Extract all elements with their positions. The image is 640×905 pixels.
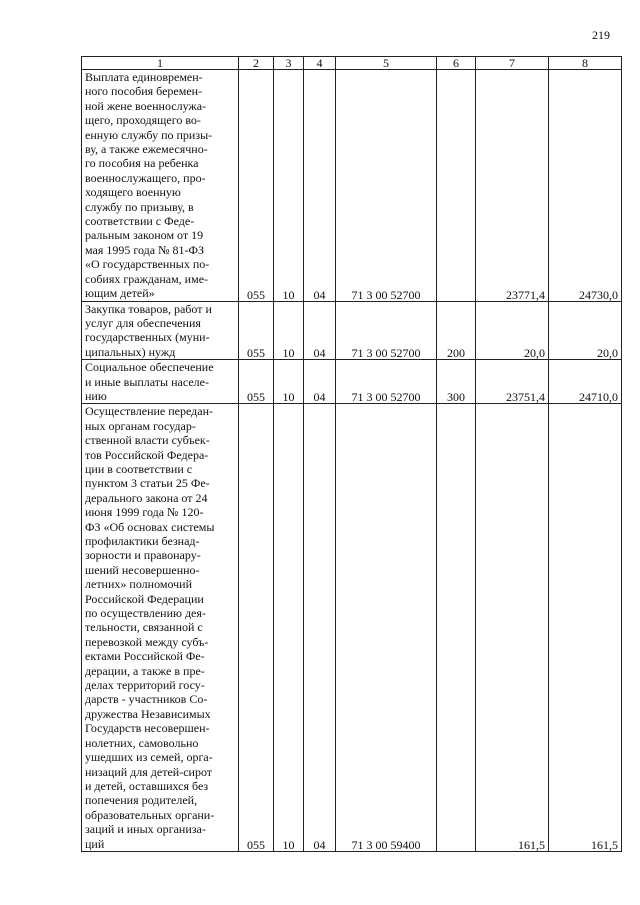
description-line: Государств несовершен- [85,721,210,736]
amount-cell: 23751,4 [476,360,549,404]
row-description [82,301,239,360]
description-line: ции в соответствии с [85,461,193,476]
table-row [82,70,622,302]
section-code-cell: 10 [274,404,304,852]
admin-code-cell: 055 [239,301,274,360]
description-line: Социальное обеспечение [85,360,214,375]
description-line: шений несовершенно- [85,562,200,577]
amount-cell: 20,0 [549,301,622,360]
description-line: «О государственных по- [85,257,210,272]
description-line: и иные выплаты населе- [85,374,209,389]
description-line: делах территорий госу- [85,678,205,693]
admin-code-cell: 055 [239,404,274,852]
amount-cell: 161,5 [549,404,622,852]
description-line: ципальных) нужд [85,344,176,359]
row-description [82,70,239,302]
description-line: пунктом 3 статьи 25 Фе- [85,476,210,491]
amount-cell: 20,0 [476,301,549,360]
description-line: ных органам государ- [85,418,196,433]
description-line: дарств - участников Со- [85,692,208,707]
expense-type-cell [437,404,476,852]
description-line: военнослужащего, про- [85,170,206,185]
description-line: го пособия на ребенка [85,156,199,171]
table-row [82,301,622,360]
subsection-code-cell: 04 [304,70,336,302]
amount-cell: 23771,4 [476,70,549,302]
column-header-8: 8 [549,57,622,70]
description-line: ву, а также ежемесячно- [85,142,208,157]
description-line: ного пособия беремен- [85,84,203,99]
description-line: ций [85,836,105,851]
description-line: ФЗ «Об основах системы [85,519,215,534]
description-line: услуг для обеспечения [85,315,201,330]
description-line: ющим детей» [85,286,155,301]
subsection-code-cell: 04 [304,301,336,360]
description-line: попечения родителей, [85,793,198,808]
subsection-code-cell: 04 [304,360,336,404]
column-header-3: 3 [274,57,304,70]
description-line: ектами Российской Фе- [85,649,205,664]
target-article-cell: 71 3 00 59400 [336,404,437,852]
description-line: ходящего военную [85,185,181,200]
page-number: 219 [592,28,610,42]
description-line: по осуществлению дея- [85,606,206,621]
description-line: соответствии с Феде- [85,214,195,229]
description-line: енную службу по призы- [85,127,213,142]
description-line: государственных (муни- [85,330,210,345]
expense-type-cell: 200 [437,301,476,360]
description-line: тов Российской Федера- [85,447,209,462]
header-row [82,57,622,70]
column-header-6: 6 [437,57,476,70]
description-line: мая 1995 года № 81-ФЗ [85,242,205,257]
description-line: перевозкой между субъ- [85,634,209,649]
description-line: Выплата единовремен- [85,70,203,84]
amount-cell: 161,5 [476,404,549,852]
table-row [82,360,622,404]
amount-cell: 24710,0 [549,360,622,404]
description-line: ственной власти субъек- [85,433,210,448]
description-line: и детей, оставшихся без [85,778,209,793]
target-article-cell: 71 3 00 52700 [336,301,437,360]
description-line: низаций для детей-сирот [85,764,213,779]
description-line: ушедших из семей, орга- [85,750,213,765]
expense-type-cell: 300 [437,360,476,404]
column-header-2: 2 [239,57,274,70]
expense-type-cell [437,70,476,302]
description-line: зорности и правонару- [85,548,201,563]
description-line: нию [85,388,107,403]
column-header-7: 7 [476,57,549,70]
budget-table [81,56,622,852]
column-header-1: 1 [82,57,239,70]
section-code-cell: 10 [274,301,304,360]
description-line: ной жене военнослужа- [85,98,207,113]
description-line: профилактики безнад- [85,534,200,548]
description-line: Осуществление передан- [85,404,214,419]
target-article-cell: 71 3 00 52700 [336,70,437,302]
description-line: нолетних, самовольно [85,735,199,750]
description-line: собиях гражданам, име- [85,271,209,286]
description-line: дерального закона от 24 [85,490,208,505]
description-line: тельности, связанной с [85,620,203,635]
row-description [82,360,239,404]
admin-code-cell: 055 [239,70,274,302]
row-description [82,404,239,852]
description-line: Российской Федерации [85,591,204,606]
description-line: Закупка товаров, работ и [85,301,212,316]
subsection-code-cell: 04 [304,404,336,852]
description-line: службу по призыву, в [85,199,194,214]
column-header-5: 5 [336,57,437,70]
description-line: дружества Независимых [85,706,211,721]
table-row [82,404,622,852]
description-line: образовательных органи- [85,807,215,822]
section-code-cell: 10 [274,70,304,302]
amount-cell: 24730,0 [549,70,622,302]
description-line: июня 1999 года № 120- [85,505,204,520]
column-header-4: 4 [304,57,336,70]
description-line: летних» полномочий [85,577,193,592]
description-line: заций и иных организа- [85,822,206,837]
section-code-cell: 10 [274,360,304,404]
admin-code-cell: 055 [239,360,274,404]
description-line: ральным законом от 19 [85,228,204,243]
description-line: дерации, а также в пре- [85,663,205,678]
description-line: щего, проходящего во- [85,113,201,128]
target-article-cell: 71 3 00 52700 [336,360,437,404]
